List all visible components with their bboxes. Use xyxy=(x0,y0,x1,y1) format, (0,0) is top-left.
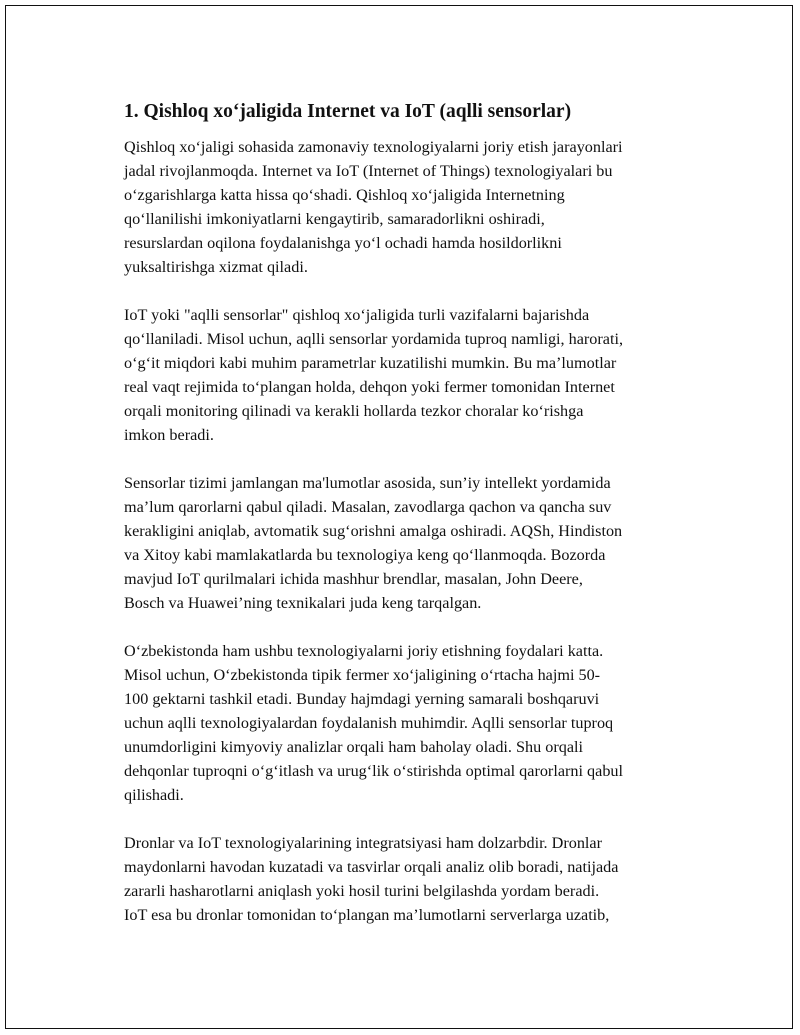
text-line: o‘g‘it miqdori kabi muhim parametrlar kuzatilishi mumkin. Bu ma’lumotlar xyxy=(124,354,617,372)
text-line: jadal rivojlanmoqda. Internet va IoT (Internet of Things) texnologiyalari bu xyxy=(124,162,613,180)
text-line: ma’lum qarorlarni qabul qiladi. Masalan, zavodlarga qachon va qancha suv xyxy=(124,498,612,516)
page-frame xyxy=(5,5,793,1029)
text-line: qilishadi. xyxy=(124,786,184,804)
text-line: imkon beradi. xyxy=(124,426,214,444)
text-line: zararli hasharotlarni aniqlash yoki hosil turini belgilashda yordam beradi. xyxy=(124,882,600,900)
text-line: kerakligini aniqlab, avtomatik sug‘orishni amalga oshiradi. AQSh, Hindiston xyxy=(124,522,623,540)
text-line: qo‘llaniladi. Misol uchun, aqlli sensorlar yordamida tuproq namligi, harorati, xyxy=(124,330,624,348)
text-line: Bosch va Huawei’ning texnikalari juda keng tarqalgan. xyxy=(124,594,482,612)
paragraph-4 xyxy=(124,639,699,807)
text-line: IoT yoki "aqlli sensorlar" qishloq xo‘jaligida turli vazifalarni bajarishda xyxy=(124,306,590,324)
text-line: O‘zbekistonda ham ushbu texnologiyalarni joriy etishning foydalari katta. xyxy=(124,642,604,660)
text-line: uchun aqlli texnologiyalardan foydalanish muhimdir. Aqlli sensorlar tuproq xyxy=(124,714,614,732)
text-line: Qishloq xo‘jaligi sohasida zamonaviy texnologiyalarni joriy etish jarayonlari xyxy=(124,138,623,156)
text-line: 100 gektarni tashkil etadi. Bunday hajmdagi yerning samarali boshqaruvi xyxy=(124,690,600,708)
text-line: orqali monitoring qilinadi va kerakli hollarda tezkor choralar ko‘rishga xyxy=(124,402,584,420)
text-line: qo‘llanilishi imkoniyatlarni kengaytirib, samaradorlikni oshiradi, xyxy=(124,210,545,228)
text-line: maydonlarni havodan kuzatadi va tasvirlar orqali analiz olib boradi, natijada xyxy=(124,858,619,876)
text-line: resurslardan oqilona foydalanishga yo‘l ochadi hamda hosildorlikni xyxy=(124,234,562,252)
text-line: dehqonlar tuproqni o‘g‘itlash va urug‘lik o‘stirishda optimal qarorlarni qabul xyxy=(124,762,623,780)
paragraph-3 xyxy=(124,471,699,615)
text-line: IoT esa bu dronlar tomonidan to‘plangan ma’lumotlarni serverlarga uzatib, xyxy=(124,906,610,924)
paragraph-5 xyxy=(124,831,699,927)
text-line: Misol uchun, O‘zbekistonda tipik fermer xo‘jaligining o‘rtacha hajmi 50- xyxy=(124,666,601,684)
paragraph-1 xyxy=(124,135,699,279)
text-line: va Xitoy kabi mamlakatlarda bu texnologiya keng qo‘llanmoqda. Bozorda xyxy=(124,546,606,564)
text-line: unumdorligini kimyoviy analizlar orqali ham baholay oladi. Shu orqali xyxy=(124,738,584,756)
text-line: o‘zgarishlarga katta hissa qo‘shadi. Qishloq xo‘jaligida Internetning xyxy=(124,186,565,204)
text-line: mavjud IoT qurilmalari ichida mashhur brendlar, masalan, John Deere, xyxy=(124,570,583,588)
document-body xyxy=(124,99,699,951)
text-line: Dronlar va IoT texnologiyalarining integratsiyasi ham dolzarbdir. Dronlar xyxy=(124,834,602,852)
text-line: yuksaltirishga xizmat qiladi. xyxy=(124,258,308,276)
text-line: Sensorlar tizimi jamlangan ma'lumotlar asosida, sun’iy intellekt yordamida xyxy=(124,474,611,492)
section-heading: 1. Qishloq xo‘jaligida Internet va IoT (aqlli sensorlar) xyxy=(124,101,572,122)
paragraph-2 xyxy=(124,303,699,447)
text-line: real vaqt rejimida to‘plangan holda, dehqon yoki fermer tomonidan Internet xyxy=(124,378,615,396)
